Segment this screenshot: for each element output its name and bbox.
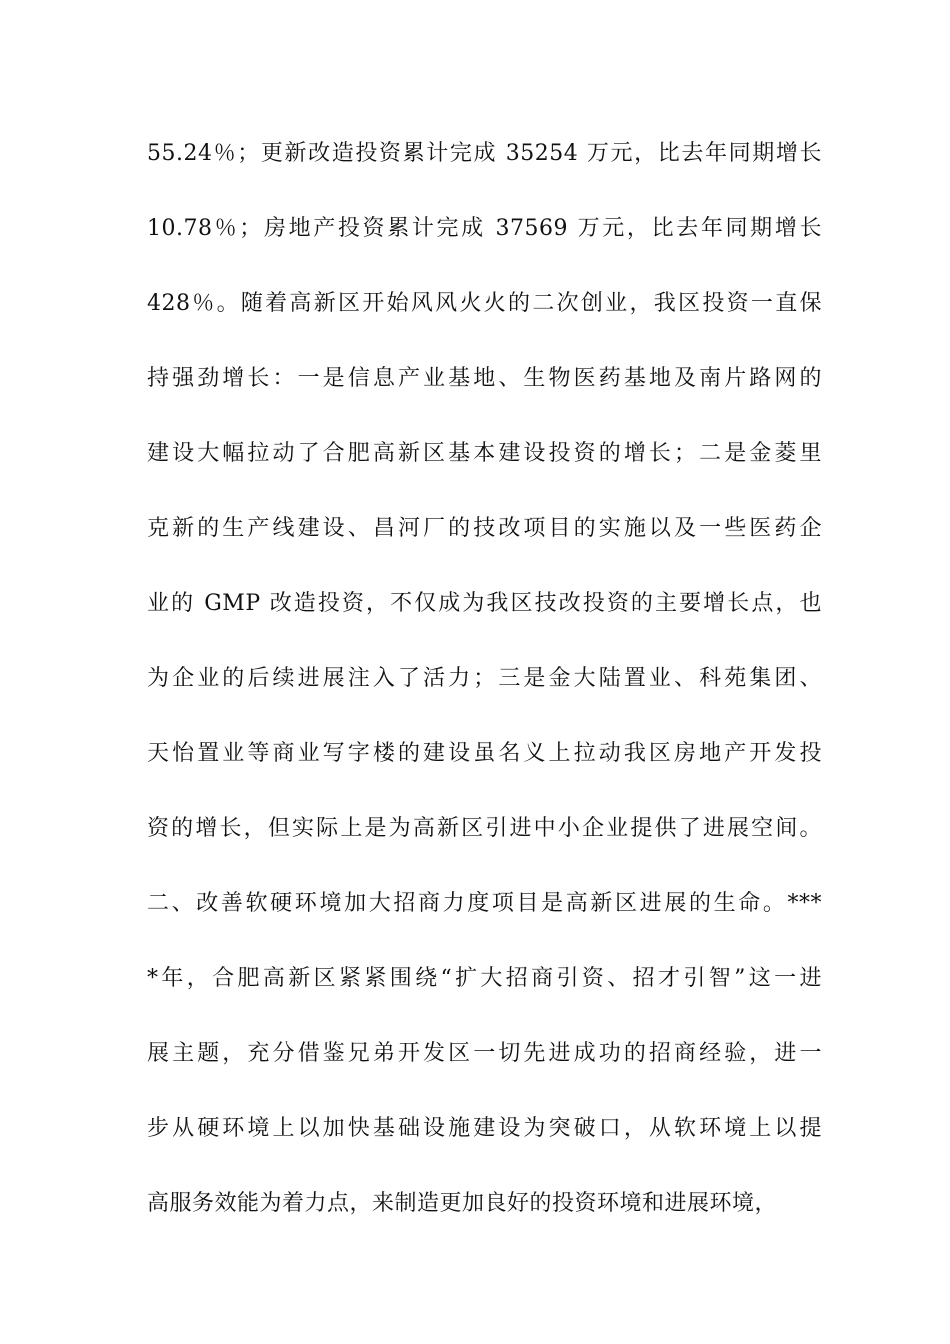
text-line: 步从硬环境上以加快基础设施建设为突破口，从软环境上以提: [147, 1116, 822, 1141]
text-line: 为企业的后续进展注入了活力；三是金大陆置业、科苑集团、: [147, 666, 822, 691]
text-line: 高服务效能为着力点，来制造更加良好的投资环境和进展环境，: [147, 1191, 778, 1216]
text-line: 展主题，充分借鉴兄弟开发区一切先进成功的招商经验，进一: [147, 1041, 822, 1066]
text-line: 428％。随着高新区开始风风火火的二次创业，我区投资一直保: [147, 291, 822, 316]
body-text: [147, 134, 822, 1259]
text-line: 业的 GMP 改造投资，不仅成为我区技改投资的主要增长点，也: [147, 591, 822, 616]
text-line: 持强劲增长：一是信息产业基地、生物医药基地及南片路网的: [147, 366, 822, 391]
text-line: 克新的生产线建设、昌河厂的技改项目的实施以及一些医药企: [147, 516, 822, 541]
text-line: 资的增长，但实际上是为高新区引进中小企业提供了进展空间。: [147, 816, 822, 841]
text-line: 二、改善软硬环境加大招商力度项目是高新区进展的生命。***: [147, 891, 822, 916]
text-line: 55.24％；更新改造投资累计完成 35254 万元，比去年同期增长: [147, 141, 822, 166]
text-line: 建设大幅拉动了合肥高新区基本建设投资的增长；二是金菱里: [147, 441, 822, 466]
text-line: 10.78％；房地产投资累计完成 37569 万元，比去年同期增长: [147, 216, 822, 241]
text-line: 天怡置业等商业写字楼的建设虽名义上拉动我区房地产开发投: [147, 741, 822, 766]
text-line: *年，合肥高新区紧紧围绕“扩大招商引资、招才引智”这一进: [147, 966, 822, 991]
